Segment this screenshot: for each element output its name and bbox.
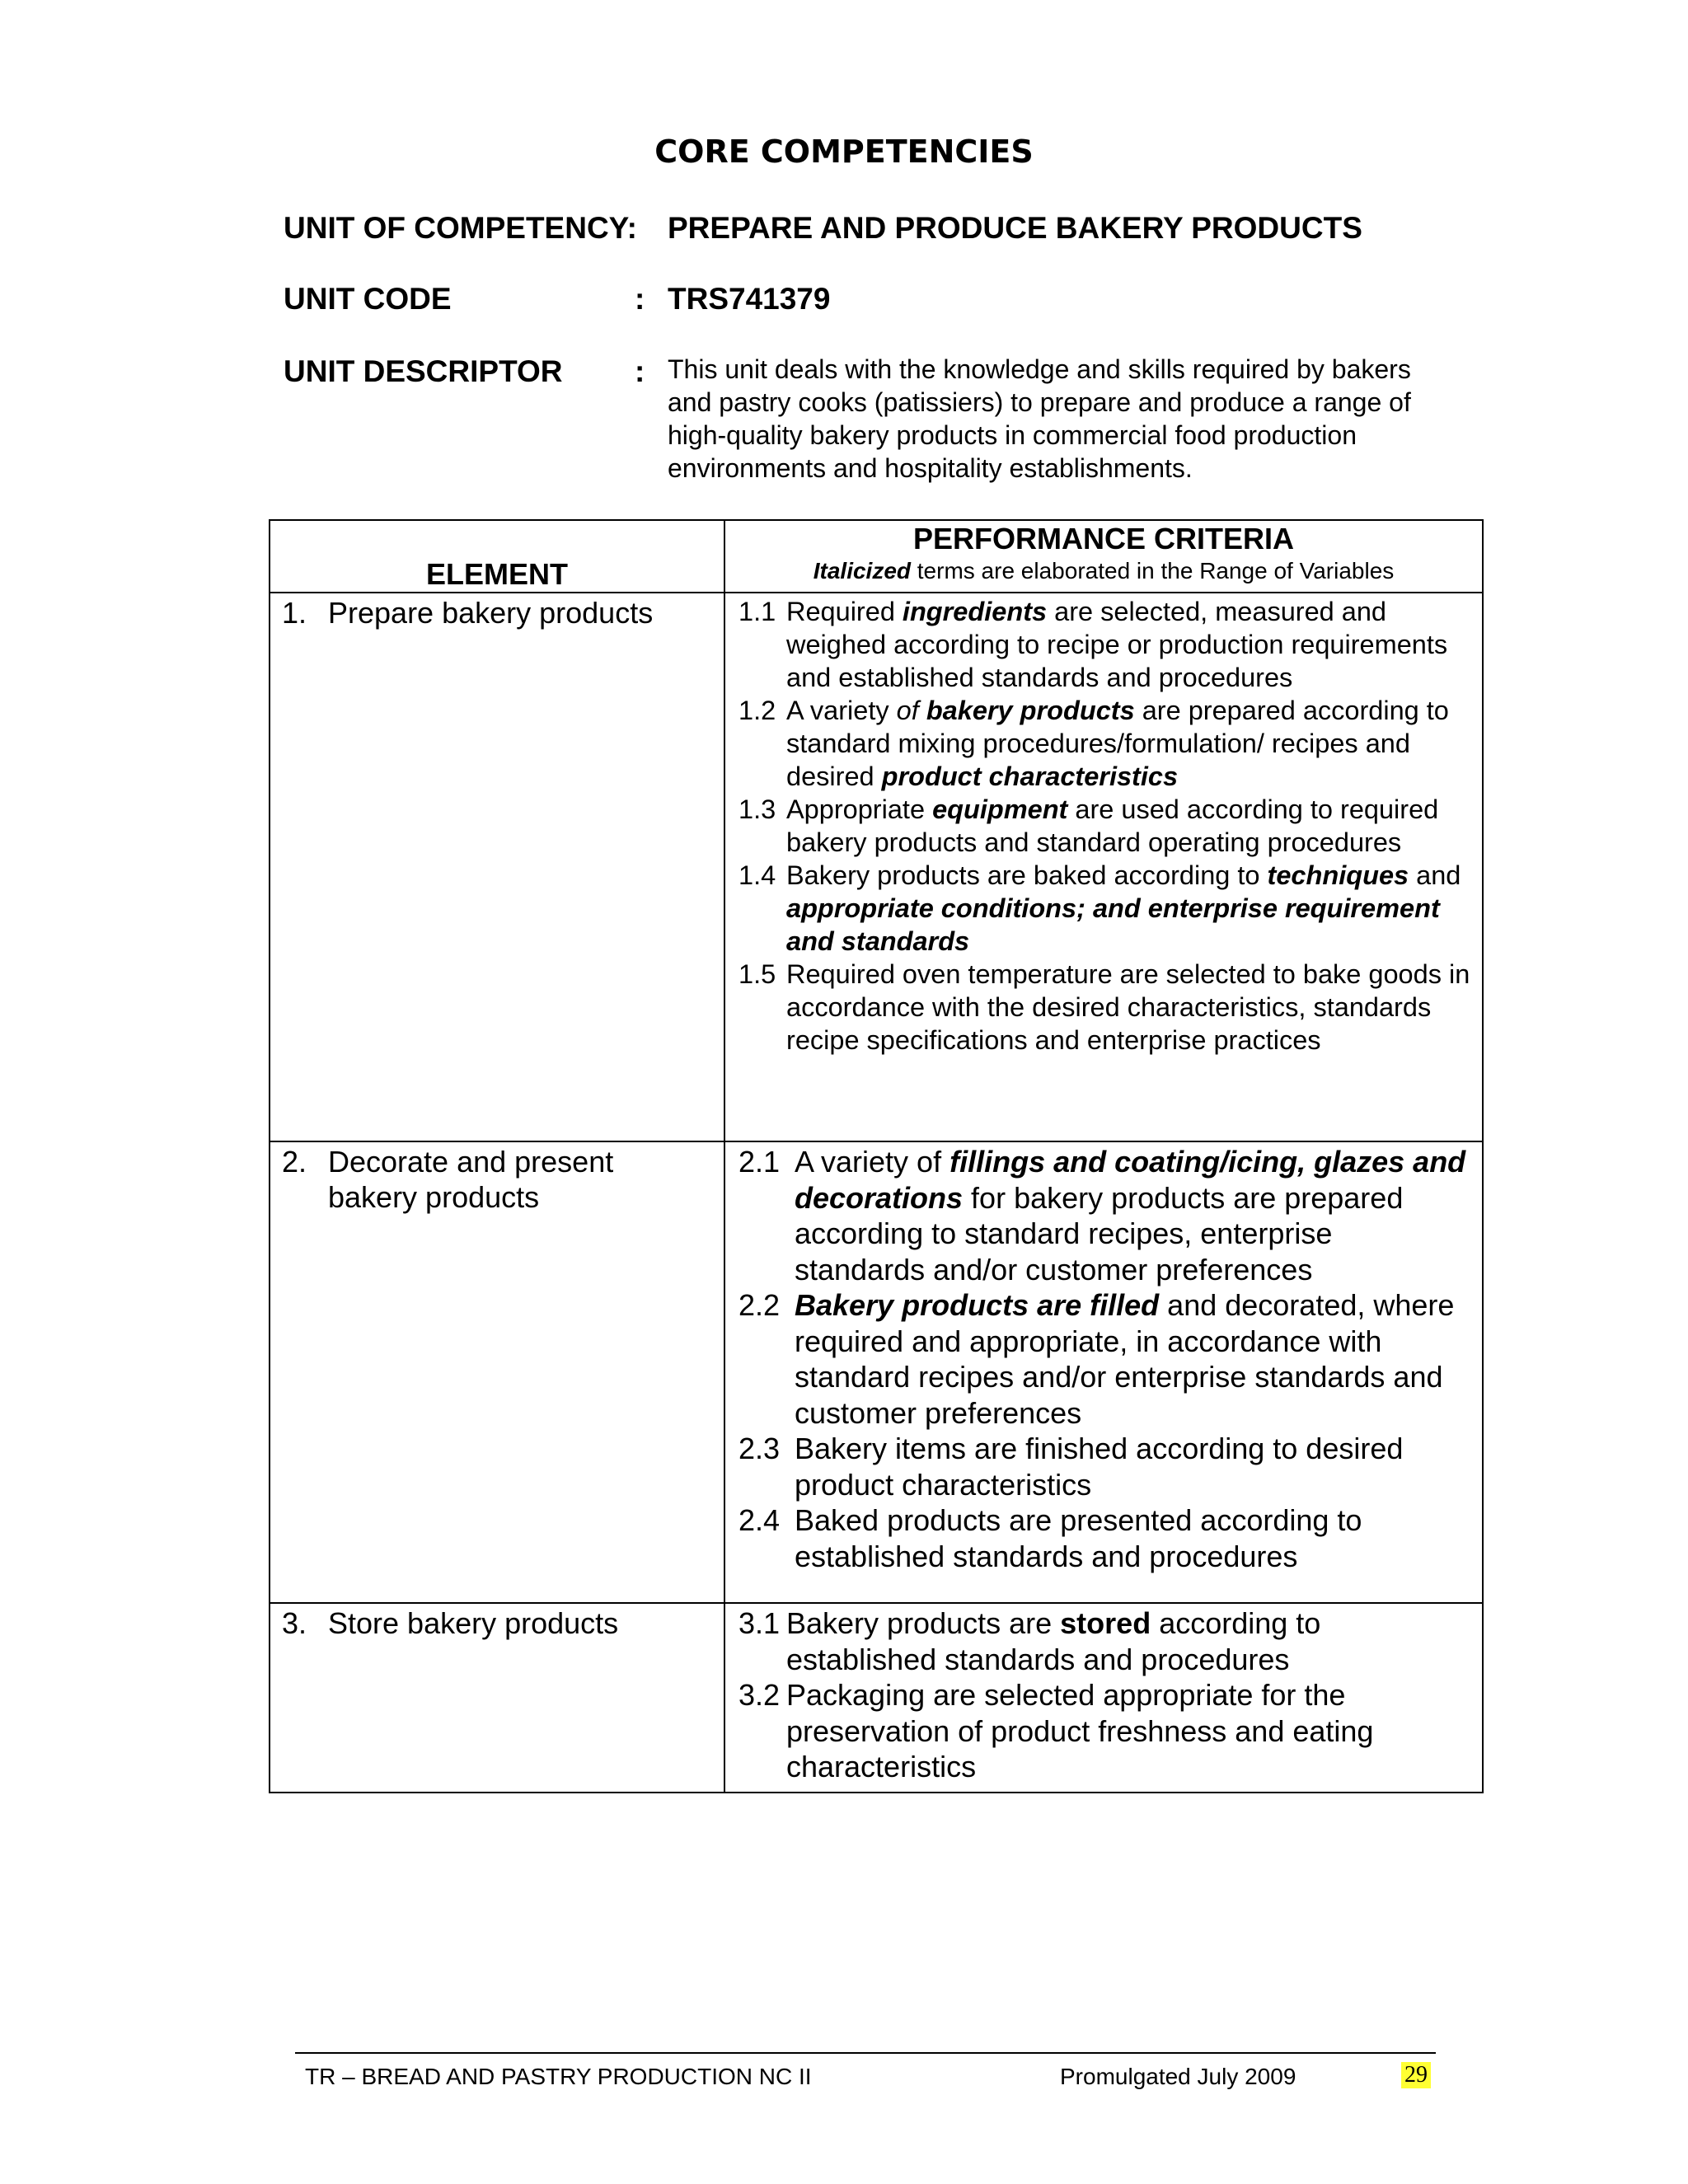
criterion-number: 2.3: [738, 1432, 781, 1465]
criterion-text: [795, 1287, 1470, 1431]
element-label: Decorate and present bakery products: [328, 1145, 614, 1214]
criterion-text-segment: are used according to required bakery products and standard operating procedures: [786, 794, 1439, 857]
criterion-number: 3.1: [738, 1606, 781, 1640]
criterion: [738, 1431, 1470, 1502]
element-number: 1.: [282, 596, 307, 630]
unit-descriptor-colon: :: [635, 354, 645, 388]
criterion-term: fillings and coating/icing, glazes and decorations: [795, 1145, 1466, 1215]
criterion-text-segment: Required: [786, 597, 903, 626]
criterion-text-segment: A variety: [786, 696, 897, 725]
criteria-cell: [724, 1603, 1483, 1793]
unit-descriptor-label: UNIT DESCRIPTOR: [284, 354, 563, 388]
criteria-cell: [724, 1141, 1483, 1603]
table-row: [270, 1603, 1483, 1793]
criterion: [738, 793, 1470, 859]
criterion-text-segment: Baked products are presented according to established standards and procedures: [795, 1503, 1362, 1573]
unit-of-competency-label: UNIT OF COMPETENCY:: [284, 211, 637, 245]
criterion: [738, 1287, 1470, 1431]
element-item: [270, 593, 724, 630]
criterion-term: stored: [1060, 1606, 1151, 1640]
criterion: [738, 958, 1470, 1057]
criterion: [738, 694, 1470, 793]
criterion-text-segment: [919, 696, 926, 725]
footer-promulgated: Promulgated July 2009: [1060, 2064, 1296, 2089]
element-number: 2.: [282, 1145, 307, 1179]
criterion-text: [786, 859, 1470, 958]
element-cell: [270, 593, 724, 1141]
unit-of-competency-value: PREPARE AND PRODUCE BAKERY PRODUCTS: [668, 211, 1362, 245]
unit-descriptor-text: This unit deals with the knowledge and skills required by bakers and pastry cooks (patissiers) to prepare and produce a range of high-quality bakery products in commercial food production environments and hospitality establishments.: [668, 354, 1411, 483]
criterion-text-segment: Bakery products are baked according to: [786, 860, 1268, 890]
element-label: Store bakery products: [328, 1606, 619, 1640]
criterion-term: techniques: [1267, 860, 1409, 890]
criterion-text-segment: according to established standards and procedures: [786, 1606, 1321, 1676]
unit-code-value: TRS741379: [668, 282, 831, 316]
criterion-number: 1.3: [738, 794, 776, 824]
element-number: 3.: [282, 1606, 307, 1640]
page-title: CORE COMPETENCIES: [654, 134, 1034, 170]
footer-divider: [295, 2052, 1436, 2054]
criterion-term: product characteristics: [881, 762, 1179, 791]
criterion-number: 2.4: [738, 1503, 781, 1537]
criterion: [738, 595, 1470, 694]
criterion-text-segment: are prepared according to standard mixing procedures/formulation/ recipes and desired: [786, 696, 1449, 791]
criterion: [738, 859, 1470, 958]
criterion-number: 1.4: [738, 860, 776, 890]
criterion-term: bakery products: [926, 696, 1135, 725]
criterion-text-segment: and decorated, where required and appropriate, in accordance with standard recipes and/or enterprise standards and customer preferences: [795, 1288, 1455, 1430]
criterion-term: ingredients: [902, 597, 1048, 626]
unit-code-label: UNIT CODE: [284, 282, 452, 316]
unit-code-colon: :: [635, 282, 645, 316]
criteria-header-cell: [724, 520, 1483, 593]
criterion-term: appropriate conditions; and enterprise requirement and standards: [786, 893, 1440, 956]
criterion-text-segment: are selected, measured and weighed according to recipe or production requirements and established standards and procedures: [786, 597, 1448, 692]
criterion-term: Bakery products are filled: [795, 1288, 1160, 1322]
criterion: [738, 1605, 1470, 1677]
criterion-number: 2.1: [738, 1145, 781, 1179]
criterion-number: 1.5: [738, 959, 776, 989]
criterion-term: equipment: [932, 794, 1068, 824]
criterion-number: 1.1: [738, 597, 776, 626]
criterion: [738, 1502, 1470, 1574]
criterion-text-segment: Bakery items are finished according to desired product characteristics: [795, 1432, 1404, 1502]
criterion-italic: of: [896, 696, 919, 725]
criterion-text-segment: A variety of: [795, 1145, 950, 1179]
criterion-text-segment: Appropriate: [786, 794, 933, 824]
criterion-number: 1.2: [738, 696, 776, 725]
element-label: Prepare bakery products: [328, 596, 654, 630]
criterion: [738, 1677, 1470, 1785]
criterion-text: [786, 793, 1470, 859]
criterion-text: [786, 1677, 1470, 1785]
criteria-header: PERFORMANCE CRITERIA: [912, 522, 1294, 555]
criterion-text-segment: and: [1409, 860, 1461, 890]
criterion-text-segment: Packaging are selected appropriate for the preservation of product freshness and eating characteristics: [786, 1678, 1374, 1783]
criterion-text: [795, 1431, 1470, 1502]
criterion-text-segment: for bakery products are prepared according to standard recipes, enterprise standards and/or customer preferences: [795, 1180, 1404, 1286]
page-number: 29: [1401, 2062, 1431, 2088]
criterion-text: [795, 1502, 1470, 1574]
table-row: [270, 1141, 1483, 1603]
element-item: [270, 1142, 724, 1215]
criteria-subheader: [725, 557, 1482, 585]
table-row: [270, 593, 1483, 1141]
criteria-cell: [724, 593, 1483, 1141]
footer-doc-title: TR – BREAD AND PASTRY PRODUCTION NC II: [305, 2064, 812, 2089]
criterion-text: [786, 1605, 1470, 1677]
criterion: [738, 1144, 1470, 1287]
criterion-text-segment: Required oven temperature are selected to bake goods in accordance with the desired characteristics, standards recipe specifications and enterprise practices: [786, 959, 1470, 1055]
criterion-text: [786, 595, 1470, 694]
element-header: ELEMENT: [270, 520, 724, 593]
table-header-row: [270, 520, 1483, 593]
criterion-text-segment: Bakery products are: [786, 1606, 1061, 1640]
criteria-subheader-italic: Italicized: [813, 558, 911, 583]
criterion-text: [786, 694, 1470, 793]
criterion-number: 2.2: [738, 1288, 781, 1322]
criterion-number: 3.2: [738, 1678, 781, 1712]
element-cell: [270, 1141, 724, 1603]
element-item: [270, 1604, 724, 1641]
competency-table: [269, 519, 1484, 1793]
criterion-text: [786, 958, 1470, 1057]
element-cell: [270, 1603, 724, 1793]
criterion-text: [795, 1144, 1470, 1287]
criteria-subheader-rest: terms are elaborated in the Range of Variables: [911, 558, 1395, 583]
